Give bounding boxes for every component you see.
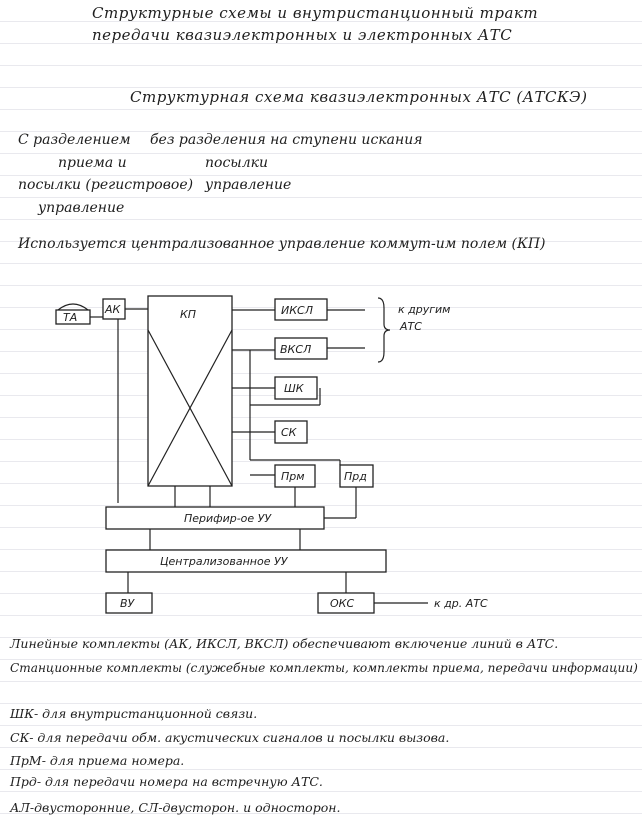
prm-label: Прм [281, 470, 305, 483]
note-line-6: Прд- для передачи номера на встречную АТС. [10, 774, 323, 789]
shk-label: ШК [284, 382, 304, 395]
title-line-2: передачи квазиэлектронных и электронных АТС [92, 26, 513, 44]
section-title: Структурная схема квазиэлектронных АТС (АТСКЭ) [130, 88, 588, 106]
ak-label: АК [105, 303, 121, 316]
prd-label: Прд [344, 470, 367, 483]
peripheral-control-label: Перифир-ое УУ [184, 512, 272, 525]
oks-label: ОКС [330, 597, 355, 610]
note-line-3: ШК- для внутристанционной связи. [10, 706, 258, 721]
other-ats-label-2: АТС [400, 320, 422, 333]
note-line-1: Линейные комплекты (АК, ИКСЛ, ВКСЛ) обеспечивают включение линий в АТС. [10, 636, 559, 651]
title-line-1: Структурные схемы и внутристанционный тракт [92, 4, 539, 22]
sk-label: СК [281, 426, 297, 439]
brace-other-ats [378, 298, 390, 362]
vu-label: ВУ [120, 597, 135, 610]
classification-left-2: приема и [58, 155, 127, 171]
classification-left-4: управление [38, 200, 125, 216]
note-line-7: АЛ-двусторонние, СЛ-двусторон. и односторон. [10, 800, 341, 815]
note-line-4: СК- для передачи обм. акустических сигналов и посылки вызова. [10, 730, 450, 745]
kp-box [148, 296, 232, 486]
classification-right-3: управление [205, 177, 292, 193]
to-other-ats-label: к др. АТС [434, 597, 488, 610]
kp-label: КП [180, 308, 197, 321]
ta-label: ТА [63, 311, 78, 324]
classification-left-3: посылки (регистровое) [18, 177, 194, 193]
telephone-handset-icon [58, 304, 88, 310]
control-note: Используется централизованное управление коммут-им полем (КП) [18, 236, 546, 252]
classification-right-2: посылки [205, 155, 268, 171]
vksl-label: ВКСЛ [280, 343, 312, 356]
classification-right-1: без разделения на ступени искания [150, 132, 423, 148]
note-line-2: Станционные комплекты (служебные комплекты, комплекты приема, передачи информации) [10, 660, 638, 675]
iksl-label: ИКСЛ [281, 304, 313, 317]
other-ats-label-1: к другим [398, 303, 451, 316]
central-control-label: Централизованное УУ [160, 555, 288, 568]
classification-left-1: С разделением [18, 132, 131, 148]
note-line-5: ПрМ- для приема номера. [10, 753, 185, 768]
